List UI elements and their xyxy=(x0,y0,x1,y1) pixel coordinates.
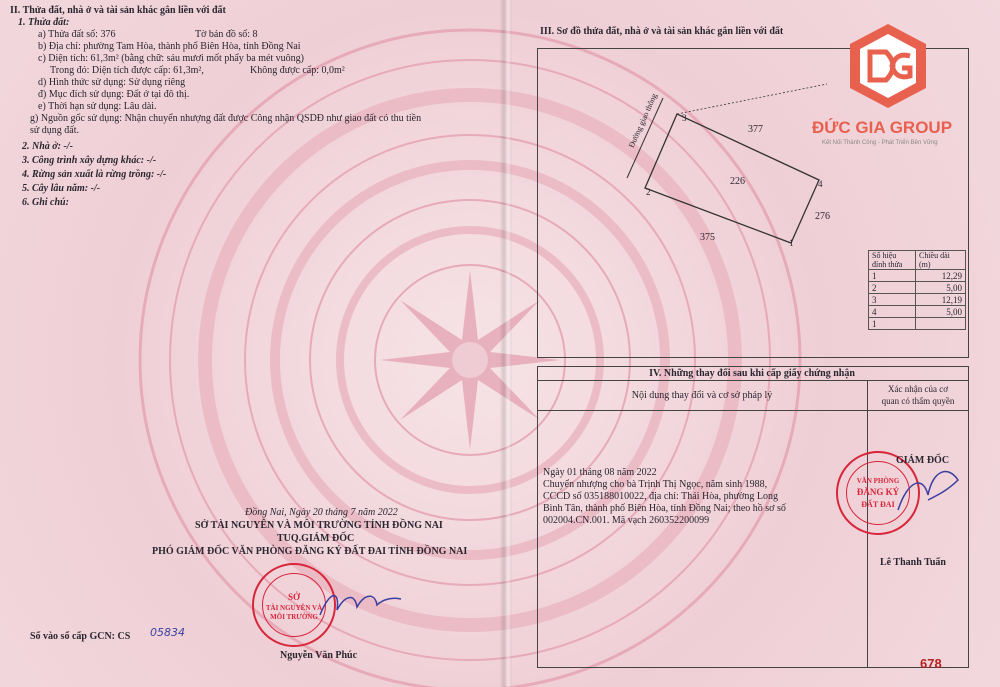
register-number: 05834 xyxy=(150,626,185,639)
change-line-3: Bình Tân, thành phố Biên Hòa, tỉnh Đồng Nai; theo hồ sơ số xyxy=(543,503,786,514)
page-number: 678 xyxy=(920,656,942,671)
land-parcel-heading: 1. Thửa đất: xyxy=(18,17,70,28)
perennial-tree-item: 5. Cây lâu năm: -/- xyxy=(22,183,101,194)
section-2-title: II. Thửa đất, nhà ở và tài sản khác gắn liền với đất xyxy=(10,5,226,16)
legend-header-length: Chiều dài (m) xyxy=(916,251,966,270)
director-name: Lê Thanh Tuấn xyxy=(880,557,946,568)
legend-row-length xyxy=(916,318,966,330)
page-fold xyxy=(500,0,512,687)
changes-content-header: Nội dung thay đổi và cơ sở pháp lý xyxy=(631,390,773,401)
house-item: 2. Nhà ở: -/- xyxy=(22,141,73,152)
legend-row-length: 5,00 xyxy=(916,282,966,294)
authority-header-1: Xác nhận của cơ xyxy=(888,384,948,394)
duc-gia-logo xyxy=(848,22,928,110)
change-line-2: CCCD số 035188010022, địa chỉ: Thái Hòa, phường Long xyxy=(543,491,778,502)
legend-row-id: 1 xyxy=(869,318,916,330)
issuing-department: SỞ TÀI NGUYÊN VÀ MÔI TRƯỜNG TỈNH ĐỒNG NAI xyxy=(195,520,443,531)
usage-term: e) Thời hạn sử dụng: Lâu dài. xyxy=(38,101,157,112)
signature-left xyxy=(315,585,405,625)
parcel-276: 276 xyxy=(815,211,830,222)
authority-header-2: quan có thẩm quyền xyxy=(881,396,955,406)
vertex-3: 3 xyxy=(682,113,687,123)
parcel-375: 375 xyxy=(700,232,715,243)
not-granted-area: Không được cấp: 0,0m² xyxy=(250,65,345,76)
legend-row-length: 5,00 xyxy=(916,306,966,318)
legend-row-length: 12,29 xyxy=(916,270,966,282)
change-line-1: Chuyển nhượng cho bà Trịnh Thị Ngọc, năm sinh 1988, xyxy=(543,479,768,490)
issue-date: Đồng Nai, Ngày 20 tháng 7 năm 2022 xyxy=(245,507,398,518)
legend-row-id: 2 xyxy=(869,282,916,294)
brand-tagline: Kết Nối Thành Công - Phát Triển Bền Vững xyxy=(822,140,938,146)
legend-row-id: 1 xyxy=(869,270,916,282)
legend-row-length: 12,19 xyxy=(916,294,966,306)
vertex-4: 4 xyxy=(818,179,823,189)
legend-header-vertex: Số hiệu đỉnh thửa xyxy=(869,251,916,270)
other-construction-item: 3. Công trình xây dựng khác: -/- xyxy=(22,155,157,166)
parcel-number: a) Thửa đất số: 376 xyxy=(38,29,116,40)
signer-position: PHÓ GIÁM ĐỐC VĂN PHÒNG ĐĂNG KÝ ĐẤT ĐAI TỈNH ĐỒNG NAI xyxy=(152,546,468,557)
change-date: Ngày 01 tháng 08 năm 2022 xyxy=(543,467,657,478)
usage-origin: g) Nguồn gốc sử dụng: Nhận chuyển nhượng đất được Công nhận QSDĐ như giao đất có thu tiền xyxy=(30,113,422,124)
map-sheet-number: Tờ bản đồ số: 8 xyxy=(195,29,258,40)
brand-name: ĐỨC GIA GROUP xyxy=(812,118,953,137)
parcel-377: 377 xyxy=(748,124,763,135)
register-label: Số vào sổ cấp GCN: CS xyxy=(30,631,131,642)
parcel-area: c) Diện tích: 61,3m² (bằng chữ: sáu mươi mốt phẩy ba mét vuông) xyxy=(38,53,305,64)
change-line-4: 002004.CN.001. Mã vạch 260352200099 xyxy=(543,515,710,526)
vertex-2: 2 xyxy=(646,187,651,197)
parcel-address: b) Địa chỉ: phường Tam Hòa, thành phố Biên Hòa, tỉnh Đồng Nai xyxy=(38,41,301,52)
signature-right xyxy=(888,460,968,520)
registry-red-stamp: VĂN PHÒNG ĐĂNG KÝ ĐẤT ĐAI xyxy=(836,451,920,535)
vertex-1: 1 xyxy=(789,238,794,248)
legend-row-id: 4 xyxy=(869,306,916,318)
planted-forest-item: 4. Rừng sản xuất là rừng trồng: -/- xyxy=(22,169,167,180)
official-red-stamp: SỞ TÀI NGUYÊN VÀ MÔI TRƯỜNG xyxy=(252,563,336,647)
director-title: GIÁM ĐỐC xyxy=(896,455,950,466)
vertex-length-table xyxy=(868,250,966,330)
legend-row-id: 3 xyxy=(869,294,916,306)
granted-area: Trong đó: Diện tích được cấp: 61,3m², xyxy=(50,65,204,76)
signer-name: Nguyễn Văn Phúc xyxy=(280,650,358,661)
road-label: Đường giao thông xyxy=(626,92,659,150)
notes-item: 6. Ghi chú: xyxy=(22,197,69,208)
parcel-226: 226 xyxy=(730,176,745,187)
section-4-title: IV. Những thay đổi sau khi cấp giấy chứng nhận xyxy=(649,368,855,379)
usage-origin-cont: sử dụng đất. xyxy=(30,125,80,136)
authorized-by: TUQ.GIÁM ĐỐC xyxy=(277,533,355,544)
section-3-title: III. Sơ đồ thửa đất, nhà ở và tài sản khác gắn liền với đất xyxy=(540,26,784,37)
usage-purpose: đ) Mục đích sử dụng: Đất ở tại đô thị. xyxy=(38,89,190,100)
usage-form: d) Hình thức sử dụng: Sử dụng riêng xyxy=(38,77,186,88)
